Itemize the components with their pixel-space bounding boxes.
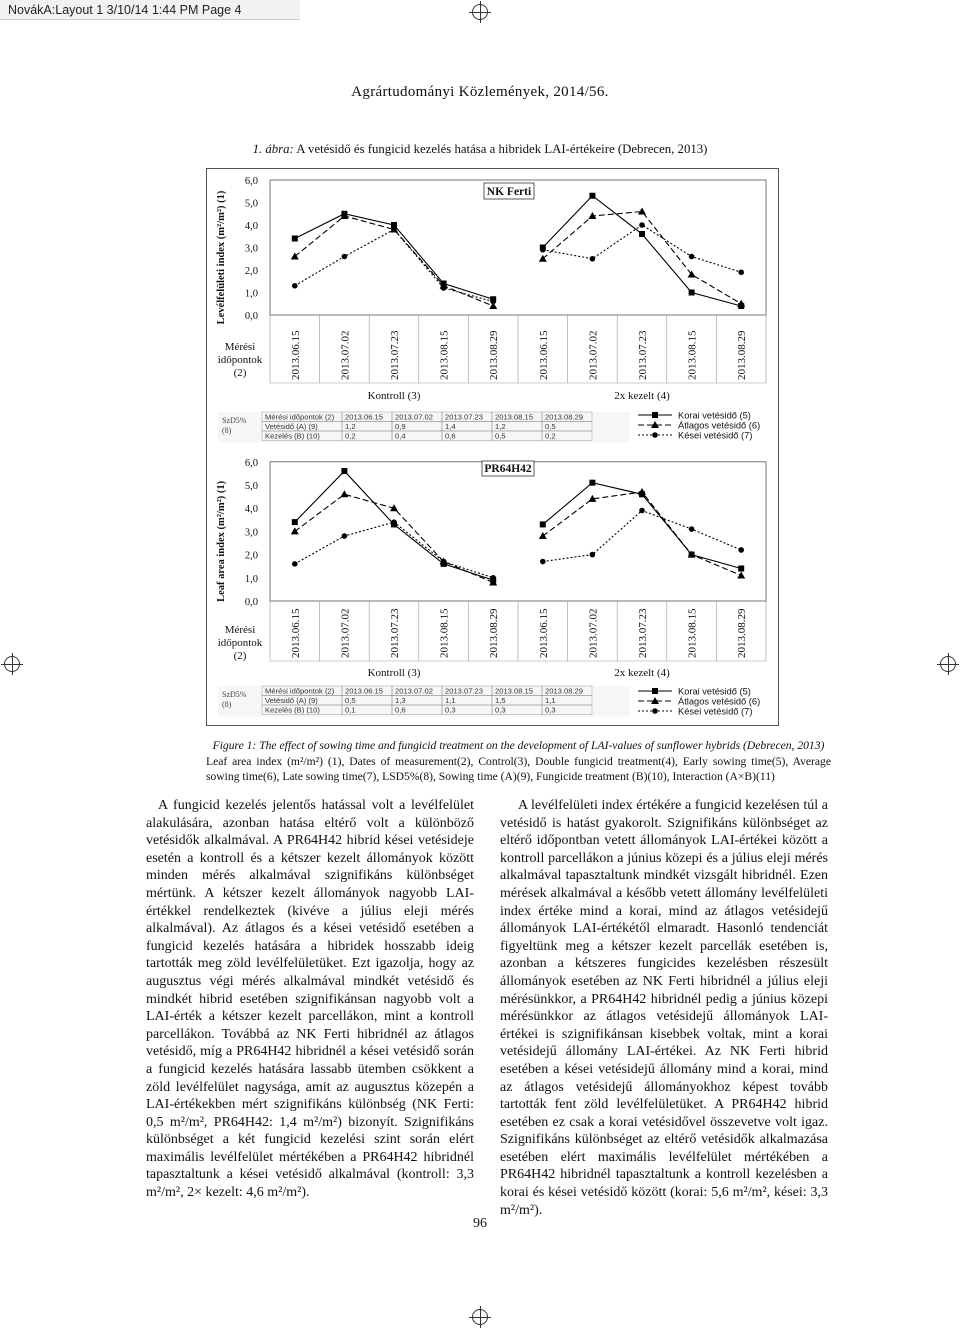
data-point: [738, 566, 744, 572]
data-point: [540, 247, 546, 253]
x-tick-label: 2013.08.15: [438, 608, 451, 658]
series-line: [295, 230, 493, 302]
data-point: [391, 227, 397, 233]
y-tick-label: 3,0: [244, 527, 258, 539]
y-tick-label: 1,0: [244, 288, 258, 300]
data-point: [291, 527, 299, 534]
legend-marker: [652, 688, 658, 694]
lsd-table-text: 1,1: [545, 696, 556, 705]
y-tick-label: 6,0: [244, 457, 258, 469]
lsd-table-text: Kezelés (B) (10): [265, 705, 320, 715]
running-head: Agrártudományi Közlemények, 2014/56.: [351, 84, 609, 100]
chart-title: NK Ferti: [486, 186, 532, 198]
lsd-table: [218, 686, 630, 717]
data-point: [292, 283, 298, 289]
x-tick-label: 2013.07.23: [389, 608, 401, 658]
x-tick-label: 2013.07.23: [389, 330, 401, 380]
data-point: [639, 222, 645, 228]
data-point: [342, 533, 348, 539]
data-point: [738, 269, 744, 275]
x-tick-label: 2013.08.29: [488, 608, 501, 658]
lsd-table-text: Mérési időpontok (2): [265, 686, 335, 696]
x-tick-label: 2013.08.15: [686, 330, 699, 380]
lsd-table-text: 0,5: [345, 696, 356, 705]
data-point: [539, 532, 547, 539]
lsd-table-text: Vetésidő (A) (9): [265, 696, 318, 705]
y-tick-label: 2,0: [244, 266, 258, 277]
lsd-table-text: 2013.08.29: [545, 686, 584, 696]
lsd-table-text: 0,9: [395, 422, 406, 431]
body-left-column: A fungicid kezelés jelentős hatással volt a levélfelület alakulására, azonban hatása eltérő volt a különböző vetésidők alkalmával. A PR64H42 hibrid kései vetésideje esetén a kontroll és a kétszer kezelt állományok között minden mérés alkalmával szignifikáns különbséget mértünk. A kétszer kezelt állományok nagyobb LAI-értékkel rendelkeztek (kivéve a július eleji mérés alkalmával). Az átlagos és a kései vetésidő esetében a fungicid kezelés hatására a hibridek hosszabb ideig tartották meg zöld levélfelületüket. Ezt igazolja, hogy az augusztus végi mérés alkalmával mindkét vetésidő és mindkét hibrid esetében szignifikánsan nagyobb volt a LAI-érték a kétszer kezelt parcellákon, mint a kontroll parcellákon. Továbbá az NK Ferti hibridnél az átlagos vetésidő, míg a PR64H42 hibridnél a kései vetésidő során a fungicid kezelés hatására lassabb ütemben csökkent a zöld levélfelület nagysága, amit az augusztus közepén a LAI-értékekben mért szignifikáns különbség (NK Ferti: 0,5 m²/m², PR64H42: 1,4 m²/m²) bizonyít. Szignifikáns különbséget a két fungicid kezelési szint során elért maximális levélfelület mértékében a PR64H42 hibridnél tapasztaltunk a kései vetésidő alkalmával (kontroll: 3,3 m²/m², 2× kezelt: 4,6 m²/m²).: [146, 798, 474, 1201]
data-point: [590, 256, 596, 262]
series-circle: [292, 222, 744, 304]
x-tick-label: 2013.06.15: [289, 330, 302, 380]
caption-english: Figure 1: The effect of sowing time and fungicid treatment on the development of LAI-values of sunflower hybrids (Debrecen, 2013): [212, 739, 825, 752]
figure-title-text: A vetésidő és fungicid kezelés hatása a hibridek LAI-értékeire (Debrecen, 2013): [293, 142, 708, 156]
data-point: [689, 526, 695, 532]
lsd-table-text: 0,3: [545, 705, 556, 715]
lsd-table-text: 0,5: [495, 431, 506, 441]
legend-label: Kései vetésidő (7): [678, 706, 753, 717]
x-axis-label: időpontok: [217, 637, 263, 649]
body-right-column: A levélfelületi index értékére a fungicid kezelésen túl a vetésidő is hatást gyakorolt. Szignifikáns különbséget az eltérő időpontban vetett állományok LAI-értékei között a kontroll parcellákon a június közepi és a július eleji mérés alkalmával tapasztaltunk mindkét vizsgált hibridnél. Ezen mérések alkalmával a később vetett állomány levélfelületi index értéke mind a korai, mind az átlagos vetésidejű állományok LAI-értékétől elmaradt. Hasonló tendenciát figyeltünk meg a kétszer kezelt parcellák esetében is, azonban a kétszeres fungicides kezelésben részesült állományok esetében az NK Ferti hibridnél a július eleji mérésünkkor, a PR64H42 hibridnél pedig a június közepi mérésünkkor az átlagos vetésidejű állományok LAI-értékei is szignifikánsan kisebbek voltak, mint a korai vetésidejű állomány LAI-értékei. Az NK Ferti hibrid esetében a kései vetésidejű állomány mind a korai, mind az átlagos vetésidejű állományokhoz képest tovább tartották fent zöld levélfelületüket. A PR64H42 hibrid esetében ez csak a korai vetésidővel összevetve volt igaz. Szignifikáns különbséget az eltérő vetésidők alkalmazása esetében elért maximális levélfelület mértékében a PR64H42 hibridnél tapasztaltunk a kontroll kezelésben a korai és kései vetésidő között (korai: 5,6 m²/m², kései: 3,3 m²/m²).: [500, 798, 828, 1218]
lsd-table-text: Kezelés (B) (10): [265, 431, 320, 441]
lsd-table-text: 1,1: [445, 696, 456, 705]
data-point: [639, 231, 645, 237]
x-tick-label: 2013.07.02: [587, 608, 600, 658]
series-line: [543, 492, 741, 576]
lsd-table-text: 1,2: [345, 422, 356, 431]
series-square: [292, 193, 744, 309]
y-tick-label: 6,0: [244, 176, 258, 187]
lsd-table-text: 1,2: [495, 422, 506, 431]
lsd-table-text: 0,6: [445, 431, 456, 441]
caption-definitions: Leaf area index (m²/m²) (1), Dates of measurement(2), Control(3), Double fungicid treatment(4), Early sowing time(5), Average sowing time(6), Late sowing time(7), LSD5%(8), Sowing time (A)(9), Fungicide treatment (B)(10), Interaction (A×B)(11): [206, 754, 831, 783]
lsd-table-text: 0,5: [545, 422, 556, 431]
lsd-table-label: SzD5%: [222, 416, 247, 425]
lsd-table-text: 0,4: [395, 431, 406, 441]
series-triangle: [291, 208, 745, 310]
page-number: 96: [473, 1216, 487, 1231]
lsd-table-label: SzD5%: [222, 690, 247, 699]
lsd-table-label: (8): [222, 426, 232, 435]
x-tick-label: 2013.08.29: [488, 330, 501, 380]
legend-marker: [652, 432, 658, 438]
y-tick-label: 0,0: [244, 311, 258, 322]
data-point: [292, 519, 298, 525]
legend: [638, 687, 760, 717]
x-tick-label: 2013.07.02: [587, 330, 600, 380]
lsd-table-text: 2013.06.15: [345, 412, 384, 422]
legend-marker: [652, 412, 658, 418]
lsd-table-text: 1,4: [445, 422, 456, 431]
x-axis-label: időpontok: [217, 354, 263, 366]
data-point: [737, 571, 745, 578]
lsd-table-text: 2013.06.15: [345, 686, 384, 696]
lsd-table-text: 0,3: [495, 705, 506, 715]
y-tick-label: 1,0: [244, 573, 258, 585]
lsd-table-text: 0,2: [545, 431, 556, 441]
x-tick-label: 2013.08.29: [736, 330, 749, 380]
x-tick-label: 2013.06.15: [289, 608, 302, 658]
x-tick-label: 2013.08.15: [438, 330, 451, 380]
lsd-table-text: 2013.07.02: [395, 686, 434, 696]
lsd-table-text: 2013.08.29: [545, 412, 584, 422]
chart-panel-1: [216, 176, 766, 443]
chart-panel-2: [216, 458, 766, 717]
lsd-table-label: (8): [222, 700, 232, 709]
lsd-table-text: 1,5: [495, 696, 506, 705]
legend-marker: [652, 708, 658, 714]
lsd-table-text: 2013.08.15: [495, 412, 534, 422]
x-axis-label: Mérési: [224, 624, 256, 636]
lsd-table-text: 2013.07.02: [395, 412, 434, 422]
data-point: [590, 552, 596, 558]
lsd-table-text: 0,3: [445, 705, 456, 715]
lsd-table-text: 2013.07.23: [445, 686, 484, 696]
figure-title-prefix: 1. ábra:: [252, 142, 294, 156]
data-point: [441, 559, 447, 565]
lsd-table-text: Mérési időpontok (2): [265, 412, 335, 422]
group-label: Kontroll (3): [367, 667, 421, 679]
data-point: [292, 236, 298, 242]
y-tick-label: 5,0: [244, 481, 258, 492]
data-point: [341, 468, 347, 474]
legend-label: Átlagos vetésidő (6): [678, 420, 761, 431]
x-axis-label: (2): [233, 367, 247, 379]
x-tick-label: 2013.07.23: [637, 330, 649, 380]
y-axis-label: Leaf area index (m²/m²) (1): [216, 480, 227, 602]
y-tick-label: 4,0: [244, 504, 258, 516]
legend-label: Korai vetésidő (5): [678, 410, 751, 421]
x-tick-label: 2013.08.15: [686, 608, 699, 658]
data-point: [638, 208, 646, 215]
y-tick-label: 3,0: [244, 243, 258, 255]
lsd-table-text: Vetésidő (A) (9): [265, 422, 318, 431]
lsd-table-text: 0,6: [395, 705, 406, 715]
data-point: [689, 290, 695, 296]
series-circle: [292, 508, 744, 581]
x-tick-label: 2013.07.02: [339, 330, 352, 380]
data-point: [490, 575, 496, 581]
data-point: [391, 519, 397, 525]
series-line: [543, 511, 741, 562]
x-tick-label: 2013.06.15: [537, 330, 550, 380]
data-point: [342, 254, 348, 260]
data-point: [589, 193, 595, 199]
chart-title: PR64H42: [484, 463, 532, 475]
x-tick-label: 2013.07.23: [637, 608, 649, 658]
data-point: [589, 480, 595, 486]
group-label: Kontroll (3): [367, 390, 421, 402]
x-axis-label: Mérési: [224, 341, 256, 353]
legend-label: Átlagos vetésidő (6): [678, 696, 761, 707]
data-point: [441, 285, 447, 291]
lsd-table-text: 2013.07.23: [445, 412, 484, 422]
legend-label: Korai vetésidő (5): [678, 686, 751, 697]
y-axis-label: Levélfelületi index (m²/m²) (1): [216, 190, 227, 325]
figure-caption: [206, 738, 831, 785]
data-point: [540, 521, 546, 527]
data-point: [639, 508, 645, 514]
data-point: [689, 254, 695, 260]
data-point: [340, 490, 348, 497]
print-slug-header: NovákA:Layout 1 3/10/14 1:44 PM Page 4: [0, 0, 300, 20]
series-square: [292, 468, 744, 583]
data-point: [540, 559, 546, 565]
lsd-table-text: 1,3: [395, 696, 406, 705]
lsd-table: [218, 412, 630, 443]
y-tick-label: 4,0: [244, 221, 258, 232]
y-tick-label: 5,0: [244, 198, 258, 210]
legend: [638, 411, 760, 441]
data-point: [738, 547, 744, 553]
registration-mark-icon: [472, 1309, 488, 1325]
y-tick-label: 2,0: [244, 550, 258, 562]
x-tick-label: 2013.08.29: [736, 608, 749, 658]
data-point: [292, 561, 298, 567]
group-label: 2x kezelt (4): [614, 667, 670, 679]
x-axis-label: (2): [233, 650, 247, 662]
lsd-table-text: 0,1: [345, 705, 356, 715]
lsd-table-text: 2013.08.15: [495, 686, 534, 696]
group-label: 2x kezelt (4): [614, 390, 670, 402]
legend-label: Kései vetésidő (7): [678, 430, 753, 441]
data-point: [490, 299, 496, 305]
x-tick-label: 2013.06.15: [537, 608, 550, 658]
y-tick-label: 0,0: [244, 597, 258, 608]
lsd-table-text: 0,2: [345, 431, 356, 441]
x-tick-label: 2013.07.02: [339, 608, 352, 658]
